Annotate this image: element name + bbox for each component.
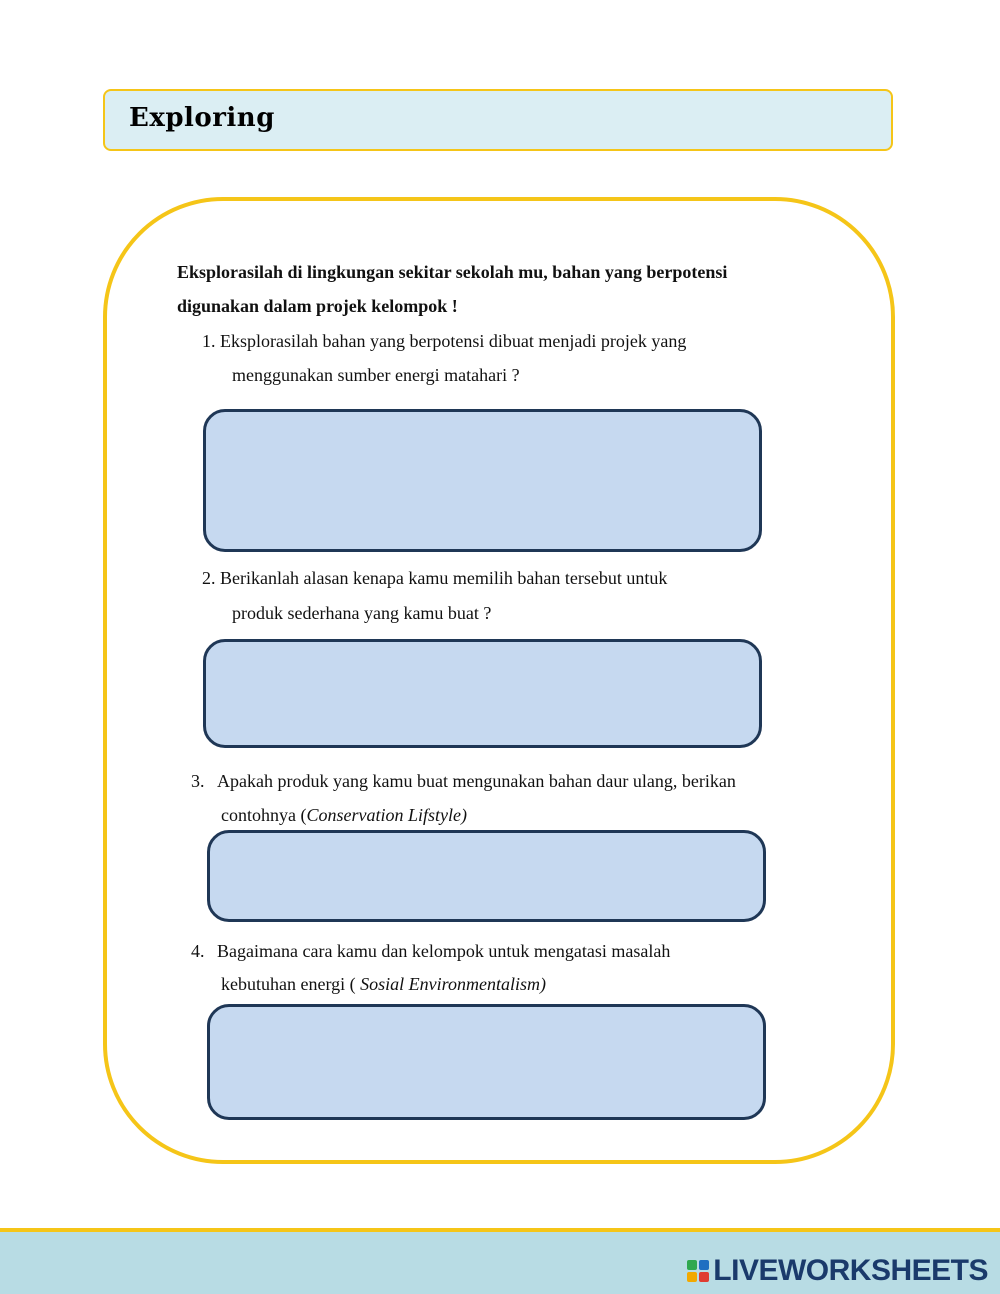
question-number: 2. — [202, 568, 216, 588]
instruction-line-2: digunakan dalam projek kelompok ! — [177, 296, 458, 316]
logo-grid-icon — [687, 1260, 709, 1282]
footer-bar — [0, 1228, 1000, 1294]
question-text: Bagaimana cara kamu dan kelompok untuk mengatasi masalah — [217, 941, 671, 961]
liveworksheets-logo[interactable] — [687, 1254, 988, 1288]
answer-box-4[interactable] — [207, 1004, 766, 1120]
question-4 — [191, 941, 670, 962]
instruction-line-1: Eksplorasilah di lingkungan sekitar sekolah mu, bahan yang berpotensi — [177, 262, 728, 282]
logo-text: LIVEWORKSHEETS — [713, 1254, 988, 1287]
logo-square — [699, 1272, 709, 1282]
question-text-italic: Conservation Lifstyle) — [306, 805, 467, 825]
question-2 — [202, 568, 667, 589]
question-text-prefix: contohnya ( — [221, 805, 307, 825]
question-4-continued — [221, 974, 546, 995]
question-1 — [202, 331, 686, 352]
section-header — [103, 89, 893, 151]
question-1-continued: menggunakan sumber energi matahari ? — [232, 365, 520, 385]
logo-square — [699, 1260, 709, 1270]
question-number: 3. — [191, 771, 205, 791]
question-text: Apakah produk yang kamu buat mengunakan bahan daur ulang, berikan — [217, 771, 736, 791]
logo-square — [687, 1272, 697, 1282]
answer-box-3[interactable] — [207, 830, 766, 922]
question-number: 4. — [191, 941, 205, 961]
section-title: Exploring — [129, 103, 275, 133]
question-2-continued: produk sederhana yang kamu buat ? — [232, 603, 492, 623]
question-text: Eksplorasilah bahan yang berpotensi dibuat menjadi projek yang — [220, 331, 687, 351]
answer-box-2[interactable] — [203, 639, 762, 748]
question-text-prefix: kebutuhan energi ( — [221, 974, 361, 994]
answer-box-1[interactable] — [203, 409, 762, 552]
question-text-italic: Sosial Environmentalism) — [360, 974, 546, 994]
question-3 — [191, 771, 736, 792]
question-number: 1. — [202, 331, 216, 351]
logo-square — [687, 1260, 697, 1270]
question-3-continued — [221, 805, 467, 826]
question-text: Berikanlah alasan kenapa kamu memilih bahan tersebut untuk — [220, 568, 668, 588]
